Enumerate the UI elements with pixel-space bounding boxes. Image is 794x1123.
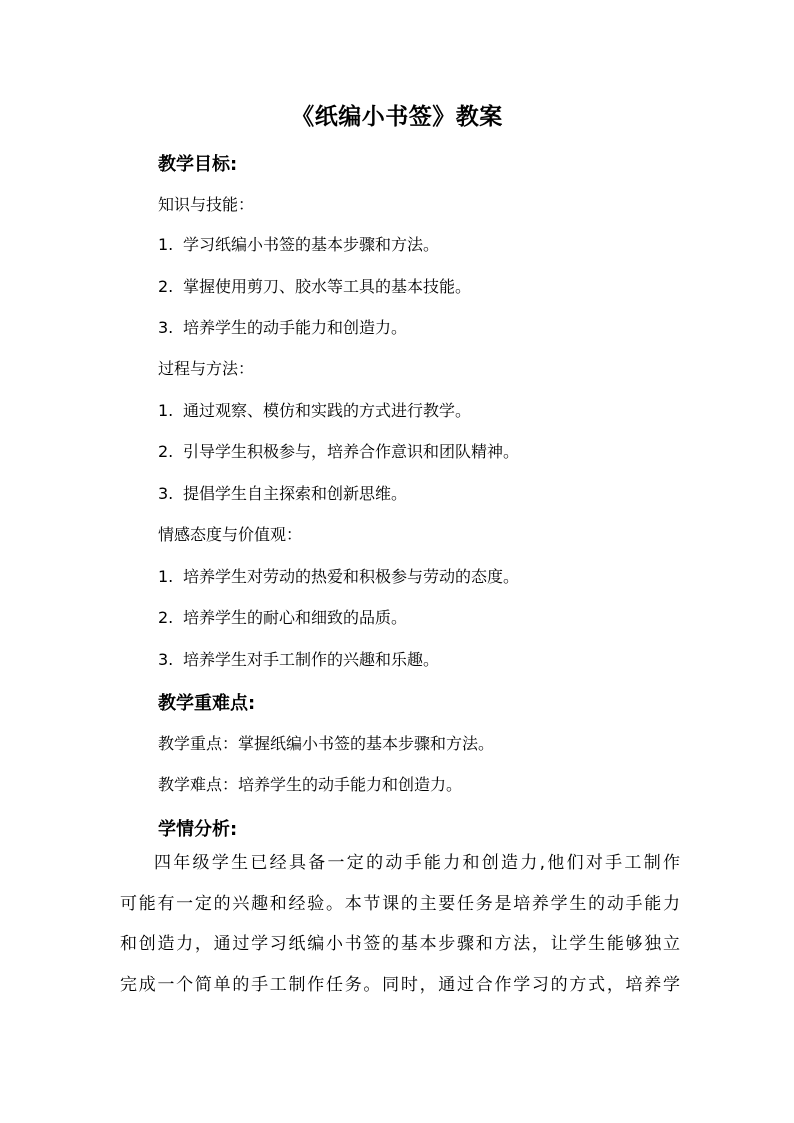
item-text: 提倡学生自主探索和创新思维。 [183, 484, 408, 503]
item-text: 培养学生的耐心和细致的品质。 [183, 608, 408, 627]
list-item [158, 605, 407, 628]
list-item [158, 439, 519, 462]
list-item [158, 232, 439, 255]
analysis-paragraph [120, 843, 680, 1005]
analysis-heading: 学情分析: [158, 819, 238, 840]
key-points-heading: 教学重难点: [158, 693, 256, 714]
item-text: 培养学生对劳动的热爱和积极参与劳动的态度。 [183, 567, 520, 586]
item-number: 1. [158, 235, 174, 254]
document-title: 《纸编小书签》教案 [291, 104, 503, 130]
process-label: 过程与方法： [158, 359, 255, 378]
item-text: 培养学生的动手能力和创造力。 [183, 318, 408, 337]
item-text: 学习纸编小书签的基本步骤和方法。 [183, 235, 440, 254]
item-text: 引导学生积极参与，培养合作意识和团队精神。 [183, 442, 520, 461]
item-number: 3. [158, 318, 174, 337]
item-number: 3. [158, 650, 174, 669]
item-number: 2. [158, 608, 174, 627]
item-number: 3. [158, 484, 174, 503]
emotion-label: 情感态度与价值观： [158, 525, 303, 544]
item-number: 2. [158, 442, 174, 461]
item-text: 通过观察、模仿和实践的方式进行教学。 [183, 401, 472, 420]
key-point-focus: 教学重点：掌握纸编小书签的基本步骤和方法。 [158, 734, 495, 753]
list-item [158, 315, 407, 338]
list-item [158, 647, 439, 670]
item-number: 1. [158, 567, 174, 586]
list-item [158, 564, 519, 587]
paragraph-line: 完成一个简单的手工制作任务。同时，通过合作学习的方式，培养学 [120, 974, 680, 995]
list-item [158, 274, 471, 297]
paragraph-line: 四年级学生已经具备一定的动手能力和创造力,他们对手工制作 [154, 853, 680, 873]
paragraph-line: 可能有一定的兴趣和经验。本节课的主要任务是培养学生的动手能力 [120, 893, 680, 914]
list-item [158, 398, 471, 421]
item-number: 1. [158, 401, 174, 420]
item-text: 掌握使用剪刀、胶水等工具的基本技能。 [183, 277, 472, 296]
key-point-difficulty: 教学难点：培养学生的动手能力和创造力。 [158, 775, 463, 794]
objectives-heading: 教学目标: [158, 154, 238, 175]
item-text: 培养学生对手工制作的兴趣和乐趣。 [183, 650, 440, 669]
item-number: 2. [158, 277, 174, 296]
knowledge-label: 知识与技能： [158, 195, 255, 214]
list-item [158, 481, 407, 504]
paragraph-line: 和创造力，通过学习纸编小书签的基本步骤和方法，让学生能够独立 [120, 934, 680, 954]
